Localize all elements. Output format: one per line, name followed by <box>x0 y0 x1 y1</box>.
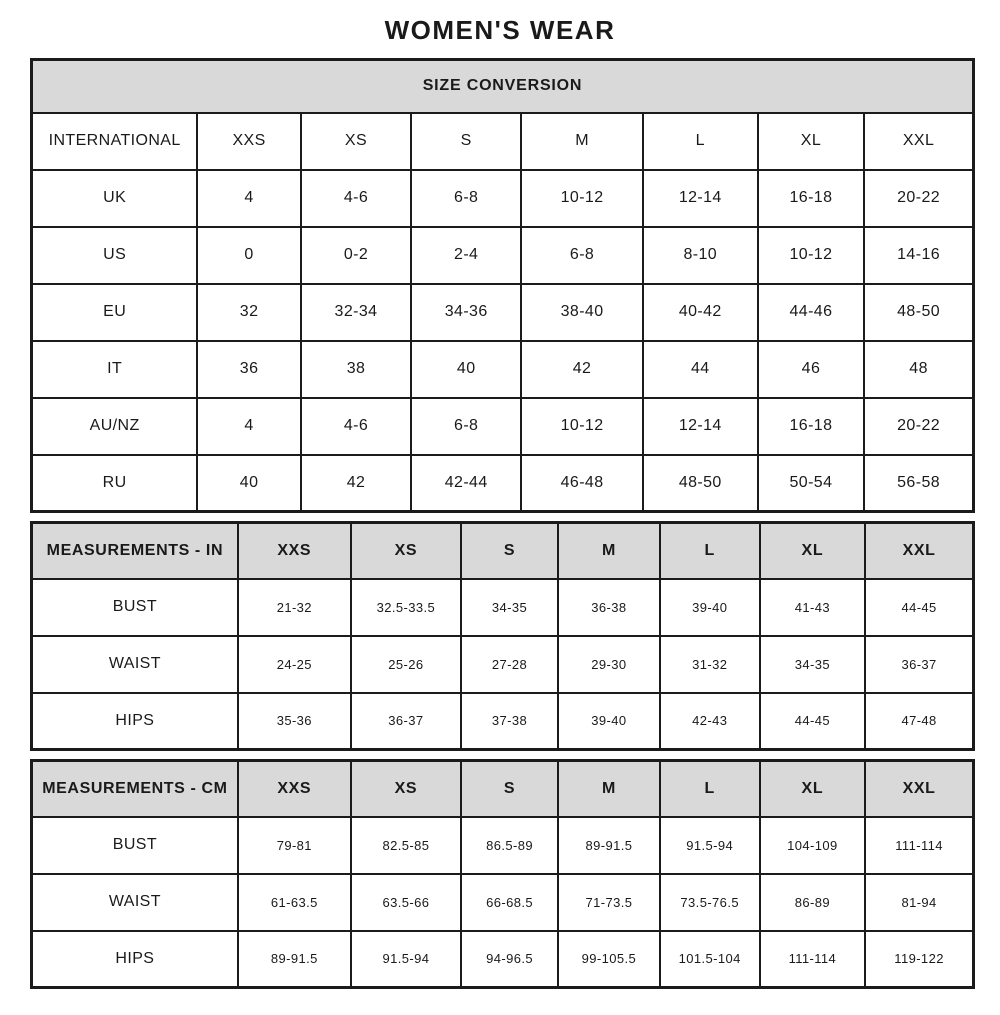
size-header-cell: XXS <box>197 113 301 170</box>
row-label-cell: HIPS <box>32 693 238 750</box>
value-cell: 89-91.5 <box>238 931 351 988</box>
value-cell: 2-4 <box>411 227 521 284</box>
value-cell: 31-32 <box>660 636 760 693</box>
value-cell: 94-96.5 <box>461 931 558 988</box>
corner-header-cell: MEASUREMENTS - CM <box>32 761 238 817</box>
value-cell: 42 <box>301 455 411 512</box>
value-cell: 101.5-104 <box>660 931 760 988</box>
measurements-cm-table <box>30 759 975 989</box>
value-cell: 10-12 <box>758 227 864 284</box>
table-row <box>32 817 974 874</box>
size-header-cell: L <box>643 113 758 170</box>
value-cell: 24-25 <box>238 636 351 693</box>
value-cell: 35-36 <box>238 693 351 750</box>
value-cell: 36 <box>197 341 301 398</box>
row-label-cell: IT <box>32 341 198 398</box>
value-cell: 111-114 <box>865 817 973 874</box>
value-cell: 48-50 <box>864 284 973 341</box>
table-header-row <box>32 761 974 817</box>
size-header-cell: M <box>558 523 660 579</box>
value-cell: 42-44 <box>411 455 521 512</box>
size-header-cell: S <box>411 113 521 170</box>
size-header-cell: S <box>461 523 558 579</box>
table-header-row <box>32 113 974 170</box>
value-cell: 10-12 <box>521 170 643 227</box>
value-cell: 66-68.5 <box>461 874 558 931</box>
value-cell: 14-16 <box>864 227 973 284</box>
value-cell: 44 <box>643 341 758 398</box>
table-row <box>32 398 974 455</box>
table-row <box>32 170 974 227</box>
value-cell: 119-122 <box>865 931 973 988</box>
value-cell: 32 <box>197 284 301 341</box>
table-header-row <box>32 523 974 579</box>
row-label-cell: AU/NZ <box>32 398 198 455</box>
value-cell: 4-6 <box>301 170 411 227</box>
size-conversion-table <box>30 58 975 513</box>
table-banner-title: SIZE CONVERSION <box>32 60 974 113</box>
value-cell: 20-22 <box>864 170 973 227</box>
value-cell: 81-94 <box>865 874 973 931</box>
row-label-cell: EU <box>32 284 198 341</box>
size-header-cell: S <box>461 761 558 817</box>
row-label-cell: BUST <box>32 817 238 874</box>
value-cell: 48 <box>864 341 973 398</box>
value-cell: 99-105.5 <box>558 931 660 988</box>
value-cell: 6-8 <box>521 227 643 284</box>
value-cell: 16-18 <box>758 170 864 227</box>
size-header-cell: XXL <box>865 761 973 817</box>
value-cell: 40 <box>197 455 301 512</box>
value-cell: 42-43 <box>660 693 760 750</box>
table-row <box>32 636 974 693</box>
value-cell: 36-37 <box>351 693 461 750</box>
value-cell: 56-58 <box>864 455 973 512</box>
table-row <box>32 931 974 988</box>
value-cell: 86.5-89 <box>461 817 558 874</box>
size-header-cell: XXS <box>238 523 351 579</box>
row-label-cell: WAIST <box>32 636 238 693</box>
size-header-cell: XL <box>758 113 864 170</box>
value-cell: 38 <box>301 341 411 398</box>
size-header-cell: XL <box>760 761 866 817</box>
corner-header-cell: MEASUREMENTS - IN <box>32 523 238 579</box>
value-cell: 47-48 <box>865 693 973 750</box>
table-row <box>32 874 974 931</box>
table-row <box>32 693 974 750</box>
value-cell: 25-26 <box>351 636 461 693</box>
value-cell: 34-35 <box>760 636 866 693</box>
value-cell: 16-18 <box>758 398 864 455</box>
table-row <box>32 227 974 284</box>
measurements-in-table <box>30 521 975 751</box>
value-cell: 86-89 <box>760 874 866 931</box>
value-cell: 0-2 <box>301 227 411 284</box>
value-cell: 38-40 <box>521 284 643 341</box>
corner-header-cell: INTERNATIONAL <box>32 113 198 170</box>
value-cell: 4-6 <box>301 398 411 455</box>
value-cell: 39-40 <box>558 693 660 750</box>
value-cell: 36-37 <box>865 636 973 693</box>
size-header-cell: XL <box>760 523 866 579</box>
value-cell: 42 <box>521 341 643 398</box>
value-cell: 48-50 <box>643 455 758 512</box>
row-label-cell: BUST <box>32 579 238 636</box>
table-row <box>32 579 974 636</box>
value-cell: 32.5-33.5 <box>351 579 461 636</box>
size-header-cell: XXS <box>238 761 351 817</box>
value-cell: 46-48 <box>521 455 643 512</box>
value-cell: 12-14 <box>643 398 758 455</box>
value-cell: 44-45 <box>760 693 866 750</box>
value-cell: 27-28 <box>461 636 558 693</box>
value-cell: 79-81 <box>238 817 351 874</box>
value-cell: 21-32 <box>238 579 351 636</box>
value-cell: 91.5-94 <box>660 817 760 874</box>
table-row <box>32 284 974 341</box>
value-cell: 10-12 <box>521 398 643 455</box>
value-cell: 0 <box>197 227 301 284</box>
size-header-cell: XS <box>351 523 461 579</box>
size-header-cell: XXL <box>864 113 973 170</box>
value-cell: 20-22 <box>864 398 973 455</box>
size-header-cell: XXL <box>865 523 973 579</box>
value-cell: 40-42 <box>643 284 758 341</box>
table-row <box>32 455 974 512</box>
row-label-cell: UK <box>32 170 198 227</box>
value-cell: 73.5-76.5 <box>660 874 760 931</box>
value-cell: 34-35 <box>461 579 558 636</box>
size-header-cell: XS <box>351 761 461 817</box>
value-cell: 32-34 <box>301 284 411 341</box>
row-label-cell: WAIST <box>32 874 238 931</box>
size-header-cell: L <box>660 523 760 579</box>
value-cell: 82.5-85 <box>351 817 461 874</box>
value-cell: 61-63.5 <box>238 874 351 931</box>
value-cell: 29-30 <box>558 636 660 693</box>
value-cell: 41-43 <box>760 579 866 636</box>
value-cell: 71-73.5 <box>558 874 660 931</box>
value-cell: 44-46 <box>758 284 864 341</box>
value-cell: 36-38 <box>558 579 660 636</box>
value-cell: 50-54 <box>758 455 864 512</box>
value-cell: 12-14 <box>643 170 758 227</box>
page-title: WOMEN'S WEAR <box>384 15 616 45</box>
value-cell: 91.5-94 <box>351 931 461 988</box>
value-cell: 37-38 <box>461 693 558 750</box>
size-header-cell: L <box>660 761 760 817</box>
value-cell: 46 <box>758 341 864 398</box>
table-banner-row <box>32 60 974 113</box>
value-cell: 4 <box>197 170 301 227</box>
value-cell: 104-109 <box>760 817 866 874</box>
value-cell: 111-114 <box>760 931 866 988</box>
row-label-cell: US <box>32 227 198 284</box>
value-cell: 63.5-66 <box>351 874 461 931</box>
value-cell: 44-45 <box>865 579 973 636</box>
table-row <box>32 341 974 398</box>
value-cell: 6-8 <box>411 170 521 227</box>
value-cell: 8-10 <box>643 227 758 284</box>
value-cell: 6-8 <box>411 398 521 455</box>
size-header-cell: M <box>521 113 643 170</box>
value-cell: 89-91.5 <box>558 817 660 874</box>
value-cell: 4 <box>197 398 301 455</box>
row-label-cell: HIPS <box>32 931 238 988</box>
value-cell: 40 <box>411 341 521 398</box>
row-label-cell: RU <box>32 455 198 512</box>
value-cell: 39-40 <box>660 579 760 636</box>
value-cell: 34-36 <box>411 284 521 341</box>
size-header-cell: XS <box>301 113 411 170</box>
size-header-cell: M <box>558 761 660 817</box>
